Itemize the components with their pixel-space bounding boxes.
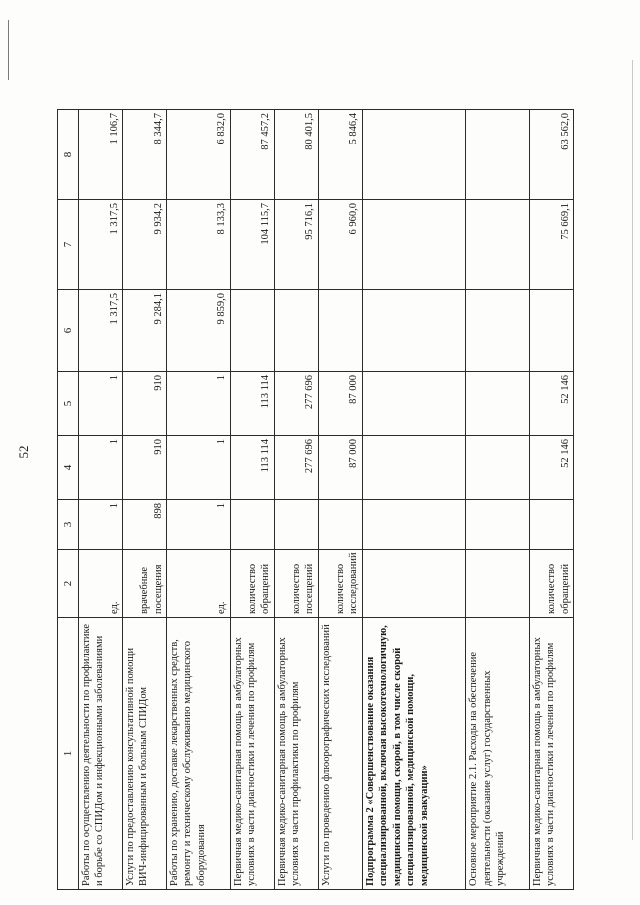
- row-value-col5: [466, 372, 530, 436]
- table-row: [167, 110, 231, 890]
- row-value-col4: [362, 436, 465, 500]
- row-description: Первичная медико-санитарная помощь в амбулаторных условиях в части профилактики по профилям: [274, 618, 318, 890]
- data-table: [57, 109, 574, 890]
- row-value-col8: 80 401,5: [274, 110, 318, 200]
- row-value-col8: 5 846,4: [318, 110, 362, 200]
- row-value-col6: [466, 290, 530, 372]
- column-number-row: [58, 110, 79, 890]
- row-value-col4: 277 696: [274, 436, 318, 500]
- row-value-col8: 8 344,7: [123, 110, 167, 200]
- column-header: 3: [58, 500, 79, 550]
- row-value-col7: 75 669,1: [529, 200, 573, 290]
- row-value-col3: 898: [123, 500, 167, 550]
- row-value-col6: 9 859,0: [167, 290, 231, 372]
- row-value-col7: 95 716,1: [274, 200, 318, 290]
- row-value-col4: 1: [79, 436, 123, 500]
- row-value-col3: [318, 500, 362, 550]
- table-row: [123, 110, 167, 890]
- row-unit: ед.: [79, 550, 123, 618]
- row-value-col7: 1 317,5: [79, 200, 123, 290]
- row-value-col5: 52 146: [529, 372, 573, 436]
- row-value-col8: 6 832,0: [167, 110, 231, 200]
- row-value-col4: 52 146: [529, 436, 573, 500]
- row-value-col7: 8 133,3: [167, 200, 231, 290]
- row-value-col7: [362, 200, 465, 290]
- row-description: Работы по хранению, доставке лекарственных средств, ремонту и техническому обслуживанию медицинского оборудования: [167, 618, 231, 890]
- row-value-col5: [362, 372, 465, 436]
- row-value-col3: [274, 500, 318, 550]
- column-header: 5: [58, 372, 79, 436]
- row-value-col6: [274, 290, 318, 372]
- row-description: Работы по осуществлению деятельности по профилактике и борьбе со СПИДом и инфекционными заболеваниями: [79, 618, 123, 890]
- row-value-col5: 113 114: [230, 372, 274, 436]
- row-value-col4: 87 000: [318, 436, 362, 500]
- row-unit: ед.: [167, 550, 231, 618]
- column-header: 8: [58, 110, 79, 200]
- row-value-col5: 277 696: [274, 372, 318, 436]
- row-value-col6: [318, 290, 362, 372]
- scan-edge-mark: [8, 20, 9, 80]
- row-value-col5: 87 000: [318, 372, 362, 436]
- row-value-col3: [529, 500, 573, 550]
- column-header: 7: [58, 200, 79, 290]
- row-description: Первичная медико-санитарная помощь в амбулаторных условиях в части диагностики и лечения по профилям: [230, 618, 274, 890]
- row-value-col4: 113 114: [230, 436, 274, 500]
- row-value-col3: 1: [79, 500, 123, 550]
- row-unit: количество обращений: [230, 550, 274, 618]
- row-unit: количество исследований: [318, 550, 362, 618]
- rotated-table-container: [57, 110, 574, 890]
- row-value-col5: 1: [167, 372, 231, 436]
- table-row: [362, 110, 465, 890]
- row-value-col4: [466, 436, 530, 500]
- row-value-col6: 9 284,1: [123, 290, 167, 372]
- column-header: 2: [58, 550, 79, 618]
- row-unit: [466, 550, 530, 618]
- table-row: [318, 110, 362, 890]
- column-header: 6: [58, 290, 79, 372]
- column-header: 4: [58, 436, 79, 500]
- row-unit: количество посещений: [274, 550, 318, 618]
- row-unit: количество обращений: [529, 550, 573, 618]
- page-number: 52: [16, 445, 31, 459]
- table-row: [529, 110, 573, 890]
- row-value-col4: 1: [167, 436, 231, 500]
- row-value-col6: [362, 290, 465, 372]
- row-value-col6: [529, 290, 573, 372]
- row-value-col7: [466, 200, 530, 290]
- row-description: Услуги по проведению флюорографических исследований: [318, 618, 362, 890]
- table-body: [79, 110, 574, 890]
- row-unit: [362, 550, 465, 618]
- row-value-col5: 1: [79, 372, 123, 436]
- row-value-col8: 1 106,7: [79, 110, 123, 200]
- table-row: [274, 110, 318, 890]
- table-row: [79, 110, 123, 890]
- row-value-col7: 9 934,2: [123, 200, 167, 290]
- row-description: Первичная медико-санитарная помощь в амбулаторных условиях в части диагностики и лечения по профилям: [529, 618, 573, 890]
- row-value-col4: 910: [123, 436, 167, 500]
- row-value-col3: [466, 500, 530, 550]
- row-value-col5: 910: [123, 372, 167, 436]
- row-value-col8: [466, 110, 530, 200]
- row-value-col3: [230, 500, 274, 550]
- table-row: [230, 110, 274, 890]
- row-description: Услуги по предоставлению консультативной помощи ВИЧ-инфицированным и больным СПИДом: [123, 618, 167, 890]
- row-value-col8: [362, 110, 465, 200]
- row-description: Основное мероприятие 2.1. Расходы на обеспечение деятельности (оказание услуг) государственных учреждений: [466, 618, 530, 890]
- row-unit: врачебные посещения: [123, 550, 167, 618]
- row-description: Подпрограмма 2 «Совершенствование оказания специализированной, включая высокотехнологичную, медицинской помощи, скорой, в том числе скорой специализированной, медицинской помощи, медицинской эвакуации»: [362, 618, 465, 890]
- row-value-col6: 1 317,5: [79, 290, 123, 372]
- row-value-col7: 6 960,0: [318, 200, 362, 290]
- scan-edge-mark: [632, 60, 633, 840]
- column-header: 1: [58, 618, 79, 890]
- row-value-col3: 1: [167, 500, 231, 550]
- row-value-col8: 63 562,0: [529, 110, 573, 200]
- row-value-col3: [362, 500, 465, 550]
- row-value-col8: 87 457,2: [230, 110, 274, 200]
- row-value-col7: 104 115,7: [230, 200, 274, 290]
- row-value-col6: [230, 290, 274, 372]
- table-row: [466, 110, 530, 890]
